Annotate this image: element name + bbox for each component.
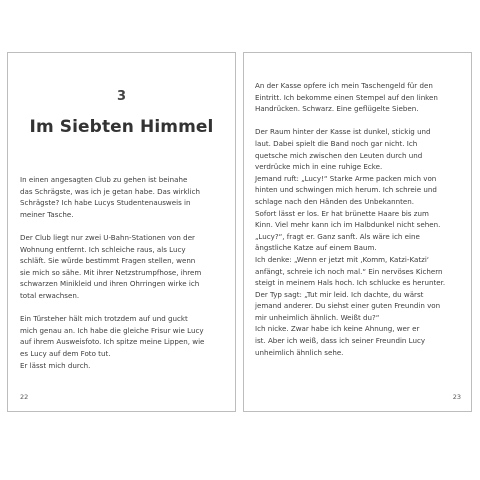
left-page [7,52,236,412]
text-line: schläft. Sie würde bestimmt Fragen stellen, wenn [20,256,196,266]
text-line: Ein Türsteher hält mich trotzdem auf und guckt [20,314,188,324]
chapter-number: 3 [116,89,127,104]
left-page-number: 22 [20,393,29,401]
text-line: verdrücke mich in eine ruhige Ecke. [255,162,383,172]
text-line: mich genau an. Ich habe die gleiche Frisur wie Lucy [20,325,204,335]
text-line: An der Kasse opfere ich mein Taschengeld für den [255,81,433,90]
text-line: Schrägste? Ich habe Lucys Studentenausweis in [20,198,191,208]
text-line: mir unheimlich ähnlich. Weißt du?“ [255,312,380,322]
text-line: Ich nicke. Zwar habe ich keine Ahnung, wer er [255,324,420,334]
right-page [243,52,472,412]
text-line: Ich denke: „Wenn er jetzt mit ‚Komm, Katzi-Katzi‘ [255,254,430,264]
left-page-text [20,174,227,371]
text-line: quetsche mich zwischen den Leuten durch und [255,150,423,160]
text-line: Jemand ruft: „Lucy!“ Starke Arme packen mich von [255,173,437,183]
right-page-text [255,80,462,358]
text-line: es Lucy auf dem Foto tut. [20,348,111,358]
text-line: Der Club liegt nur zwei U-Bahn-Stationen von der [20,232,195,242]
text-line: meiner Tasche. [20,209,74,219]
text-line: total erwachsen. [20,290,80,300]
text-line: schwarzen Minikleid und ihren Ohrringen wirke ich [20,279,200,289]
text-line: auf ihrem Ausweisfoto. Ich spitze meine Lippen, wie [20,337,205,347]
paragraph-gap [20,302,227,314]
paragraph-gap [255,115,462,127]
text-line: unheimlich ähnlich sehe. [255,347,344,357]
text-line: Handrücken. Schwarz. Eine geflügelte Sieben. [255,104,419,114]
text-line: hinten und schwingen mich herum. Ich schreie und [255,185,437,195]
text-line: sie mich so sähe. Mit ihrer Netzstrumpfhose, ihrem [20,267,202,277]
chapter-title: Im Siebten Himmel [29,117,214,137]
text-line: In einen angesagten Club zu gehen ist beinahe [20,175,188,184]
text-line: „Lucy?“, fragt er. Ganz sanft. Als wäre ich eine [255,231,420,241]
text-line: steigt in meinem Hals hoch. Ich schlucke es herunter. [255,278,446,288]
text-line: Er lässt mich durch. [20,360,91,370]
text-line: ängstliche Katze auf einem Baum. [255,243,377,253]
text-line: Kinn. Viel mehr kann ich im Halbdunkel nicht sehen. [255,220,441,230]
text-line: Wohnung entfernt. Ich schleiche raus, als Lucy [20,244,186,254]
text-line: Eintritt. Ich bekomme einen Stempel auf den linken [255,92,438,102]
text-line: anfängt, schreie ich noch mal.“ Ein nervöses Kichern [255,266,443,276]
text-line: schlage nach den Händen des Unbekannten. [255,196,415,206]
text-line: das Schrägste, was ich je getan habe. Das wirklich [20,186,200,196]
text-line: jemand anderer. Du siehst einer guten Freundin von [255,301,441,311]
right-page-number: 23 [452,393,461,401]
text-line: Sofort lässt er los. Er hat brünette Haare bis zum [255,208,429,218]
text-line: ist. Aber ich weiß, dass ich seiner Freundin Lucy [255,336,426,346]
paragraph-gap [20,220,227,232]
text-line: Der Raum hinter der Kasse ist dunkel, stickig und [255,127,431,137]
text-line: laut. Dabei spielt die Band noch gar nicht. Ich [255,138,418,148]
text-line: Der Typ sagt: „Tut mir leid. Ich dachte, du wärst [255,289,424,299]
